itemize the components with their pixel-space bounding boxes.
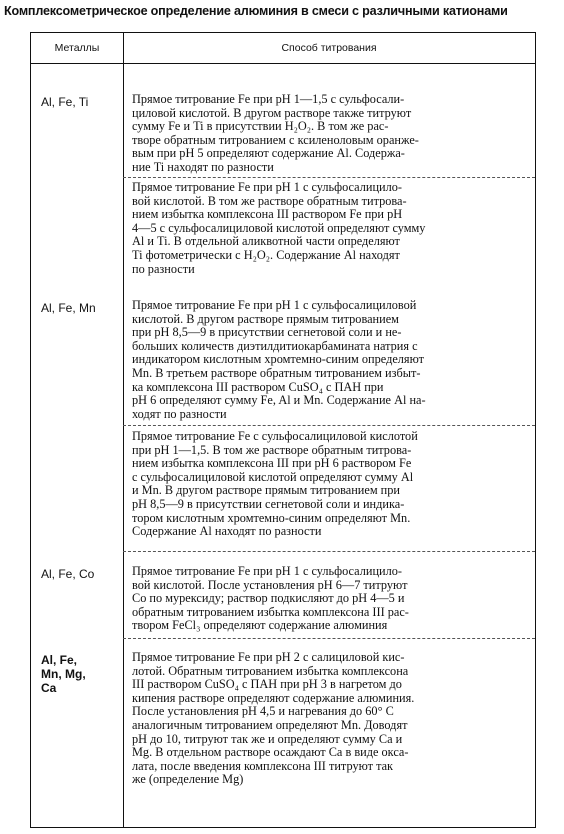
method-text: Прямое титрование Fe при pH 1—1,5 с сульфосали- циловой кислотой. В другом растворе также титруют сумму Fe и Ti в присутствии H₂O₂. В том же рас- творе обратным титрованием с ксиленоловым оранже- вым при pH 5 определяют содержание Al. Содержа- ние Ti находят по разности <box>132 92 419 174</box>
metals-cell: Al, Fe, Ti <box>41 95 89 109</box>
method-separator <box>123 425 535 427</box>
header-metals: Металлы <box>54 42 100 54</box>
header-method: Способ титрования <box>281 42 377 54</box>
method-separator <box>123 551 535 553</box>
method-text: Прямое титрование Fe при pH 1 с сульфосалицило- вой кислотой. В том же растворе обратным титрова- нием избытка комплексона III раствором Fe при pH 4—5 с сульфосалициловой кислотой определяют сумму Al и Ti. В отдельной аликвотной части определяют Ti фотометрически с H₂O₂. Содержание Al находят по разности <box>132 180 426 276</box>
page-title: Комплексометрическое определение алюминия в смеси с различными катионами <box>4 4 508 18</box>
column-divider <box>123 33 124 827</box>
titration-table <box>30 32 536 828</box>
metals-cell: Al, Fe, Mn, Mg, Ca <box>41 653 86 695</box>
method-separator <box>123 177 535 179</box>
method-text: Прямое титрование Fe при pH 2 с салициловой кис- лотой. Обратным титрованием избытка комплексона III раствором CuSO₄ с ПАН при pH 3 в нагретом до кипения растворе определяют содержание алюминия. После установления pH 4,5 и нагревания до 60° С аналогичным титрованием определяют Mn. Доводят pH до 10, титруют так же и определяют сумму Ca и Mg. В отдельном растворе осаждают Ca в виде окса- лата, после введения комплексона III титруют так же (определение Mg) <box>132 650 415 787</box>
metals-cell: Al, Fe, Mn <box>41 301 96 315</box>
method-text: Прямое титрование Fe при pH 1 с сульфосалицило- вой кислотой. После установления pH 6—7 титруют Co по мурексиду; раствор подкисляют до pH 4—5 и обратным титрованием избытка комплексона III рас- твором FeCl₃ определяют содержание алюминия <box>132 564 409 633</box>
method-text: Прямое титрование Fe при pH 1 с сульфосалициловой кислотой. В другом растворе прямым титрованием при pH 8,5—9 в присутствии сегнетовой соли и не- больших количеств диэтилдитиокарбамината натрия с индикатором кислотным хромтемно-синим определяют Mn. В третьем растворе обратным титрованием избыт- ка комплексона III раствором CuSO₄ с ПАН при pH 6 определяют сумму Fe, Al и Mn. Содержание Al на- ходят по разности <box>132 298 426 421</box>
metals-cell: Al, Fe, Co <box>41 567 95 581</box>
method-text: Прямое титрование Fe с сульфосалициловой кислотой при pH 1—1,5. В том же растворе обратным титрова- нием избытка комплексона III при pH 6 раствором Fe с сульфосалициловой кислотой определяют сумму Al и Mn. В другом растворе прямым титрованием при pH 8,5—9 в присутствии сегнетовой соли и индика- тором кислотным хромтемно-синим определяют Mn. Содержание Al находят по разности <box>132 429 418 539</box>
method-separator <box>123 638 535 640</box>
table-header <box>31 33 535 64</box>
